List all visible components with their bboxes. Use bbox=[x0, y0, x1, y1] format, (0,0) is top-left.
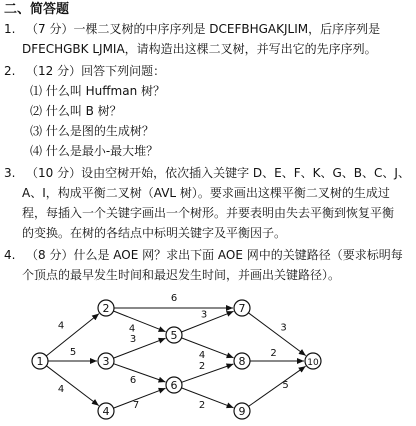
question-3-line-3: 程，每插入一个关键字画出一个树形。并要表明由失去平衡到恢复平衡 bbox=[22, 206, 395, 220]
node-label-10: 10 bbox=[307, 358, 319, 368]
node-label-6: 6 bbox=[170, 379, 178, 392]
edge-weight-3-6: 6 bbox=[129, 375, 137, 386]
node-label-4: 4 bbox=[102, 405, 110, 418]
question-1-number: 1. bbox=[4, 22, 16, 36]
edge-weight-6-9: 2 bbox=[198, 400, 206, 411]
edge-5-8 bbox=[182, 338, 234, 358]
question-1-line-1: （7 分）一棵二叉树的中序序列是 DCEFBHGAKJLIM，后序序列是 bbox=[26, 22, 381, 36]
question-2 bbox=[4, 64, 165, 79]
edge-weight-8-10: 2 bbox=[270, 348, 277, 359]
edge-1-4 bbox=[46, 366, 98, 406]
question-1-line-2: DFECHGBK LJMIA，请构造出这棵二叉树，并写出它的先序序列。 bbox=[22, 42, 377, 56]
edge-7-10 bbox=[248, 313, 305, 356]
edge-weight-1-3: 5 bbox=[69, 347, 77, 358]
question-2-number: 2. bbox=[4, 64, 16, 78]
edge-3-6 bbox=[114, 364, 166, 382]
question-4-number: 4. bbox=[4, 248, 16, 262]
node-label-2: 2 bbox=[102, 302, 110, 315]
node-label-1: 1 bbox=[36, 355, 44, 368]
edge-5-7 bbox=[181, 311, 233, 332]
question-2-item-2: ⑵ 什么叫 B 树？ bbox=[30, 104, 122, 118]
question-3-line-4: 的变换。在树的各结点中标明关键字及平衡因子。 bbox=[22, 226, 287, 240]
edge-weight-5-7: 3 bbox=[200, 309, 208, 321]
question-3-line-2: A、I，构成平衡二叉树（AVL 树）。要求画出这棵平衡二叉树的生成过 bbox=[22, 186, 390, 200]
question-3 bbox=[4, 166, 410, 181]
node-label-9: 9 bbox=[238, 405, 246, 418]
edge-weight-6-8: 2 bbox=[198, 361, 206, 372]
edge-6-8 bbox=[182, 364, 234, 382]
aoe-network-diagram bbox=[0, 288, 416, 424]
question-3-number: 3. bbox=[4, 166, 16, 180]
edge-weight-2-5: 4 bbox=[128, 323, 136, 335]
edge-6-9 bbox=[182, 388, 234, 408]
node-label-5: 5 bbox=[170, 329, 178, 342]
edge-weight-1-2: 4 bbox=[57, 320, 65, 332]
node-label-3: 3 bbox=[102, 355, 110, 368]
question-2-item-1: ⑴ 什么叫 Huffman 树？ bbox=[30, 84, 165, 98]
question-4 bbox=[4, 248, 403, 263]
question-2-item-3: ⑶ 什么是图的生成树？ bbox=[30, 124, 154, 138]
edge-weight-2-7: 6 bbox=[170, 293, 178, 304]
edge-2-5 bbox=[113, 311, 165, 332]
question-1 bbox=[4, 22, 380, 37]
edge-weight-4-6: 7 bbox=[132, 400, 140, 411]
node-label-8: 8 bbox=[238, 355, 246, 368]
node-label-7: 7 bbox=[238, 302, 246, 315]
question-4-line-1: （8 分）什么是 AOE 网？求出下面 AOE 网中的关键路径（要求标明每 bbox=[26, 248, 403, 262]
edge-weight-1-4: 4 bbox=[57, 384, 65, 395]
question-2-line-1: （12 分）回答下列问题： bbox=[26, 64, 166, 78]
section-title: 二、简答题 bbox=[4, 2, 70, 17]
edge-9-10 bbox=[249, 366, 306, 406]
question-4-line-2: 个顶点的最早发生时间和最迟发生时间，并画出关键路径）。 bbox=[22, 268, 341, 282]
edge-weight-5-8: 4 bbox=[198, 350, 206, 361]
question-3-line-1: （10 分）设由空树开始，依次插入关键字 D、E、F、K、G、B、C、J、 bbox=[26, 166, 410, 180]
edge-weight-3-5: 3 bbox=[129, 334, 137, 345]
edge-weight-9-10: 5 bbox=[282, 380, 289, 391]
question-2-item-4: ⑷ 什么是最小-最大堆？ bbox=[30, 144, 159, 158]
edge-weight-7-10: 3 bbox=[280, 322, 287, 334]
edge-4-6 bbox=[114, 388, 166, 408]
edge-3-5 bbox=[114, 338, 166, 358]
